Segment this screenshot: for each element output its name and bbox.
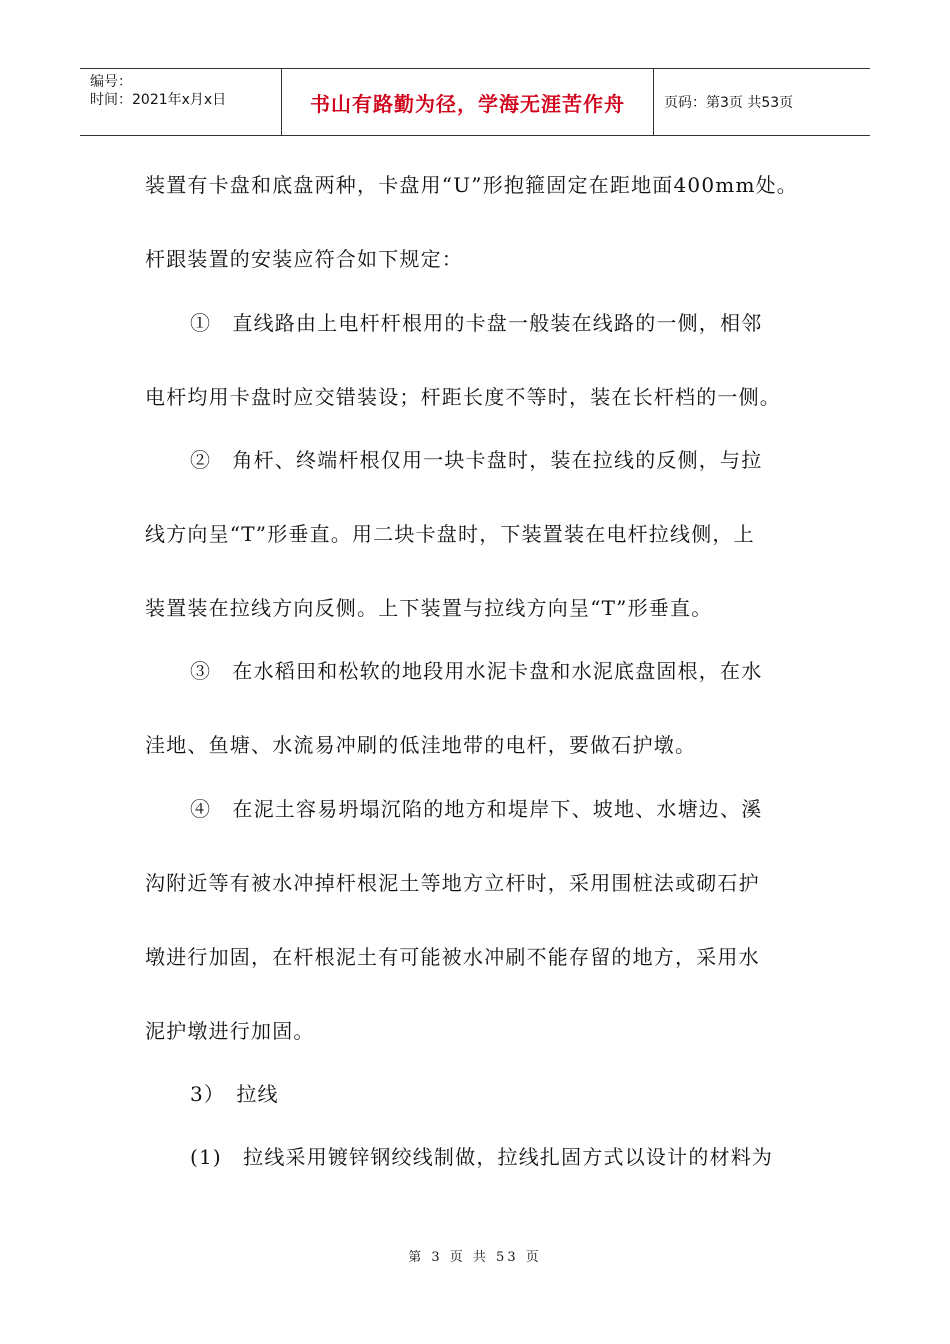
- header-motto-cell: [282, 69, 654, 135]
- document-date: 时间：2021年x月x日: [90, 92, 227, 108]
- body-line-15: (1) 拉线采用镀锌钢绞线制做，拉线扎固方式以设计的材料为: [190, 1145, 774, 1169]
- header-motto: 书山有路勤为径，学海无涯苦作舟: [310, 91, 625, 116]
- header-page-number: 页码：第3页 共53页: [664, 95, 794, 111]
- body-line-7: 装置装在拉线方向反侧。上下装置与拉线方向呈“T”形垂直。: [145, 596, 713, 620]
- body-line-3: ① 直线路由上电杆杆根用的卡盘一般装在线路的一侧，相邻: [190, 311, 763, 335]
- body-line-1: 装置有卡盘和底盘两种，卡盘用“U”形抱箍固定在距地面400mm处。: [145, 173, 799, 197]
- body-line-4: 电杆均用卡盘时应交错装设；杆距长度不等时，装在长杆档的一侧。: [145, 385, 781, 409]
- body-line-12: 墩进行加固，在杆根泥土有可能被水冲刷不能存留的地方，采用水: [145, 945, 760, 969]
- section-heading-3: 3） 拉线: [190, 1082, 279, 1106]
- header-meta: [80, 69, 282, 135]
- body-line-13: 泥护墩进行加固。: [145, 1019, 315, 1043]
- header-page-cell: [654, 69, 870, 135]
- body-line-8: ③ 在水稻田和松软的地段用水泥卡盘和水泥底盘固根，在水: [190, 659, 763, 683]
- body-line-6: 线方向呈“T”形垂直。用二块卡盘时，下装置装在电杆拉线侧，上: [145, 522, 755, 546]
- body-line-2: 杆跟装置的安装应符合如下规定：: [145, 247, 463, 271]
- body-line-10: ④ 在泥土容易坍塌沉陷的地方和堤岸下、坡地、水塘边、溪: [190, 797, 763, 821]
- document-number: 编号：: [90, 74, 132, 90]
- body-line-9: 洼地、鱼塘、水流易冲刷的低洼地带的电杆，要做石护墩。: [145, 733, 697, 757]
- page-footer: 第 3 页 共 53 页: [408, 1250, 542, 1265]
- body-line-5: ② 角杆、终端杆根仅用一块卡盘时，装在拉线的反侧，与拉: [190, 448, 763, 472]
- page-header: [80, 68, 870, 136]
- body-line-11: 沟附近等有被水冲掉杆根泥土等地方立杆时，采用围桩法或砌石护: [145, 871, 760, 895]
